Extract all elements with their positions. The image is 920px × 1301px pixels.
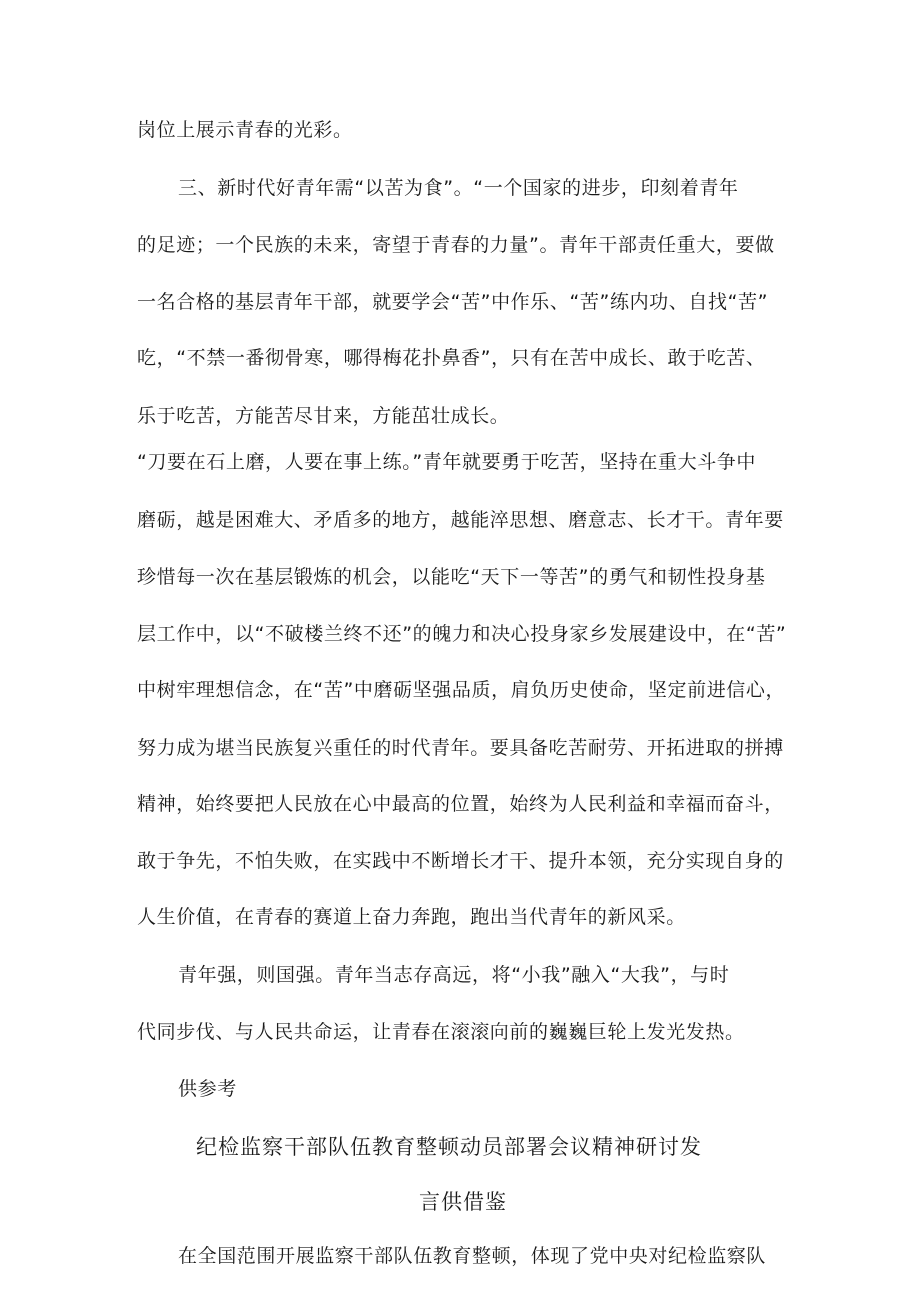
text-line-9: 珍惜每一次在基层锻炼的机会，以能吃“天下一等苦”的勇气和韧性投身基 — [137, 566, 766, 588]
text-line-15: 人生价值，在青春的赛道上奋力奔跑，跑出当代青年的新风采。 — [137, 906, 686, 928]
text-line-4: 一名合格的基层青年干部，就要学会“苦”中作乐、“苦”练内功、自找“苦” — [137, 291, 769, 313]
reference-note: 供参考 — [178, 1078, 237, 1100]
text-line-17: 代同步伐、与人民共命运，让青春在滚滚向前的巍巍巨轮上发光发热。 — [137, 1021, 745, 1043]
text-line-16: 青年强，则国强。青年当志存高远，将“小我”融入“大我”，与时 — [178, 964, 730, 986]
section-title-line-2: 言供借鉴 — [419, 1190, 507, 1214]
text-line-7: “刀要在石上磨，人要在事上练。”青年就要勇于吃苦，坚持在重大斗争中 — [137, 451, 756, 473]
section-title-line-1: 纪检监察干部队伍教育整顿动员部署会议精神研讨发 — [196, 1135, 702, 1159]
text-line-12: 努力成为堪当民族复兴重任的时代青年。要具备吃苦耐劳、开拓进取的拼搏 — [137, 737, 784, 759]
text-line-11: 中树牢理想信念，在“苦”中磨砺坚强品质，肩负历史使命，坚定前进信心， — [137, 679, 786, 701]
text-line-14: 敢于争先，不怕失败，在实践中不断增长才干、提升本领，充分实现自身的 — [137, 850, 784, 872]
text-line-6: 乐于吃苦，方能苦尽甘来，方能茁壮成长。 — [137, 405, 510, 427]
text-line-1: 岗位上展示青春的光彩。 — [137, 119, 353, 141]
text-line-13: 精神，始终要把人民放在心中最高的位置，始终为人民利益和幸福而奋斗， — [137, 793, 784, 815]
text-line-3: 的足迹；一个民族的未来，寄望于青春的力量”。青年干部责任重大，要做 — [137, 234, 775, 256]
text-line-5: 吃，“不禁一番彻骨寒，哪得梅花扑鼻香”，只有在苦中成长、敢于吃苦、 — [137, 347, 766, 369]
text-line-2: 三、新时代好青年需“以苦为食”。“一个国家的进步，印刻着青年 — [178, 177, 739, 199]
text-line-10: 层工作中，以“不破楼兰终不还”的魄力和决心投身家乡发展建设中，在“苦” — [137, 623, 787, 645]
text-line-8: 磨砺，越是困难大、矛盾多的地方，越能淬思想、磨意志、长才干。青年要 — [137, 509, 784, 531]
final-text-line: 在全国范围开展监察干部队伍教育整顿，体现了党中央对纪检监察队 — [178, 1245, 767, 1267]
